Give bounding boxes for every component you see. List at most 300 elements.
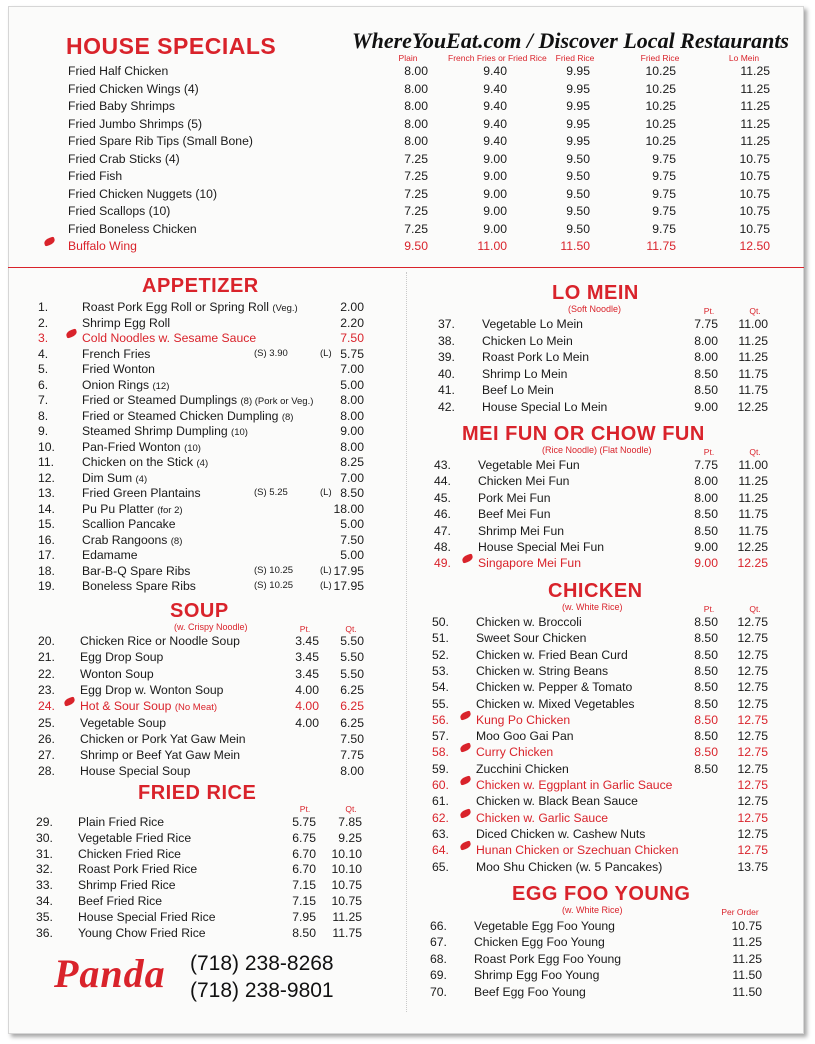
item-price: 8.25 [340,455,364,469]
item-price-pt: 6.70 [292,846,316,861]
item-note: (8) [170,535,183,547]
item-price: 9.75 [652,204,676,218]
item-name-text: Shrimp Fried Rice [78,878,176,893]
item-number: 55. [432,696,449,711]
item-price-qt: 12.75 [737,729,768,744]
item-note: (10) [184,442,201,454]
item-name-text: Shrimp Mei Fun [478,523,565,538]
menu-item [0,186,815,202]
item-price: 8.00 [340,408,364,423]
item-price-qt: 13.75 [737,859,768,874]
item-number: 29. [36,815,53,829]
item-number: 37. [438,317,455,331]
chili-icon [459,841,472,851]
item-note: (10) [231,427,248,438]
item-price-qt: 12.25 [737,399,768,414]
item-price: 9.40 [483,134,507,148]
item-name [476,630,586,646]
item-price: 10.75 [739,221,770,236]
item-name-text: Crab Rangoons [82,532,168,547]
item-price: 12.50 [739,239,770,253]
menu-item [0,399,815,415]
item-name-text: Hunan Chicken or Szechuan Chicken [476,843,679,858]
item-name-text: Pu Pu Platter [82,501,154,516]
item-name-text: Moo Goo Gai Pan [476,729,574,744]
item-name-text: Plain Fried Rice [78,815,165,829]
item-name: Fried Half Chicken [68,64,169,78]
panda-logo: Panda [54,951,166,996]
item-name [482,349,589,365]
item-price: 9.95 [566,64,590,78]
item-number: 9. [38,424,49,438]
item-number: 65. [432,859,449,874]
item-number: 27. [38,748,55,763]
item-name-text: Chicken w. Black Bean Sauce [476,794,638,809]
col-head-lo-mein: Lo Mein [728,53,760,63]
item-price: 17.95 [333,563,364,578]
item-price: 17.95 [333,579,364,593]
menu-item [0,470,815,489]
item-price: 5.75 [340,346,364,361]
item-name: Fried Boneless Chicken [68,221,197,236]
item-number: 41. [438,383,455,397]
item-price-qt: 12.75 [737,745,768,760]
item-name [482,366,567,382]
item-price-qt: 10.75 [331,894,362,908]
mei-fun-title: MEI FUN OR CHOW FUN [462,423,705,445]
chicken-title: CHICKEN [548,580,643,602]
item-price: 18.00 [333,501,364,516]
item-number: 66. [430,919,447,933]
item-name [82,578,196,594]
item-price: 9.50 [566,169,590,183]
item-price-pt: 3.45 [295,650,319,665]
item-name: Fried Scallops (10) [68,204,171,218]
item-price: 8.00 [404,81,428,96]
item-price-pt: 8.50 [694,523,718,538]
item-name-text: Zucchini Chicken [476,761,569,776]
item-price-pt: 8.50 [292,925,316,940]
item-price-pt: 9.00 [694,399,718,414]
item-name: Fried Jumbo Shrimps (5) [68,116,203,131]
item-name [476,663,608,679]
item-price: 7.25 [404,186,428,201]
item-price: 7.25 [404,151,428,166]
item-number: 1. [38,300,49,314]
egg-foo-young-title: EGG FOO YOUNG [512,883,691,905]
item-number: 15. [38,517,55,531]
item-price: 10.25 [645,81,676,96]
item-small-price: (S) 10.25 [254,580,294,591]
menu-item [0,299,406,315]
item-name-text: Chicken w. Mixed Vegetables [476,696,635,711]
menu-item [0,490,815,506]
chili-icon [459,808,472,818]
item-price-qt: 12.75 [737,647,768,662]
item-name-text: House Special Lo Mein [482,399,608,414]
item-price-qt: 6.25 [340,699,364,714]
item-name [476,679,632,695]
menu-item [0,918,815,934]
menu-item [0,810,815,826]
item-name-text: Vegetable Mei Fun [478,458,580,472]
item-name-text: Shrimp or Beef Yat Gaw Mein [80,748,241,763]
item-name-text: Kung Po Chicken [476,712,571,727]
item-name: Shrimp Egg Foo Young [474,968,600,983]
item-name: Fried Chicken Nuggets (10) [68,186,218,201]
chili-icon [459,743,472,753]
item-price: 8.00 [340,393,364,407]
item-number: 57. [432,729,449,744]
item-name [476,793,638,809]
item-price-qt: 6.25 [340,682,364,697]
item-number: 8. [38,408,49,423]
item-number: 56. [432,712,449,727]
item-price-qt: 12.25 [737,540,768,554]
menu-item [0,221,815,237]
item-large-label: (L) [320,580,332,591]
appetizer-title: APPETIZER [142,275,259,297]
item-name-text: Dim Sum [82,470,133,485]
item-price: 9.75 [652,151,676,166]
item-price-qt: 12.75 [737,794,768,809]
item-name-text: Chicken w. Broccoli [476,615,582,629]
item-name-text: Edamame [82,548,138,562]
item-price: 5.00 [340,548,364,562]
item-price-pt: 8.50 [694,729,718,744]
menu-item [0,116,815,132]
item-price-pt: 8.50 [694,745,718,760]
item-price: 10.75 [739,151,770,166]
menu-item [0,316,815,332]
chili-icon [459,710,472,720]
menu-item [0,98,815,114]
item-name [482,316,583,332]
item-price: 11.25 [740,64,770,78]
item-name-text: Chicken Fried Rice [78,846,181,861]
item-price-pt: 8.50 [694,631,718,646]
item-number: 5. [38,362,49,376]
item-large-label: (L) [320,564,332,576]
item-price-qt: 11.25 [738,490,768,505]
menu-item [0,793,815,809]
item-name [478,473,569,489]
menu-item [0,934,815,950]
menu-item [0,238,815,254]
item-name-text: Chicken w. Eggplant in Garlic Sauce [476,778,673,792]
item-name-text: Chicken Lo Mein [482,333,573,348]
item-price: 11.25 [740,134,770,148]
item-price-qt: 8.00 [340,764,364,779]
item-number: 43. [434,458,451,472]
item-price: 11.50 [560,239,590,253]
item-price: 8.00 [404,99,428,113]
item-price-pt: 7.15 [292,878,316,893]
item-price-qt: 11.75 [332,925,362,940]
menu-item [0,826,815,842]
item-price: 11.50 [732,984,762,999]
item-note: (4) [135,473,148,485]
item-name-text: Roast Pork Fried Rice [78,862,198,877]
item-name-text: Boneless Spare Ribs [82,579,196,593]
item-name-text: Cold Noodles w. Sesame Sauce [82,331,257,345]
item-name [478,490,550,506]
item-number: 53. [432,663,449,678]
fried-rice-col-qt: Qt. [345,804,357,814]
item-name-text: Beef Lo Mein [482,383,554,397]
soup-subtitle: (w. Crispy Noodle) [174,622,248,632]
item-number: 52. [432,647,449,662]
item-name-text: Fried Wonton [82,362,155,376]
item-price-qt: 12.75 [737,631,768,646]
menu-item [0,423,406,439]
item-number: 51. [432,631,449,646]
item-price: 9.00 [340,424,364,438]
item-price-pt: 8.50 [694,366,718,381]
item-price-qt: 11.25 [738,350,768,364]
menu-item [0,346,815,365]
item-price-pt: 4.00 [295,699,319,714]
item-price-pt: 8.00 [694,350,718,364]
item-price: 2.00 [340,300,364,314]
col-head-plain: Plain [398,53,418,63]
item-price: 9.75 [652,169,676,183]
item-price: 9.00 [483,204,507,218]
item-name-text: House Special Soup [80,764,191,779]
item-price-qt: 11.25 [738,333,768,348]
item-name-text: Chicken w. Fried Bean Curd [476,647,628,662]
item-price: 9.40 [483,116,507,131]
item-price: 8.00 [404,64,428,78]
item-number: 61. [432,794,449,809]
item-name-text: Fried or Steamed Dumplings [82,393,238,407]
item-name-text: Chicken w. Pepper & Tomato [476,680,633,695]
item-price-qt: 11.75 [738,507,768,522]
phone-2: (718) 238-9801 [190,979,334,1002]
item-price-qt: 7.85 [338,815,362,829]
item-price-qt: 6.25 [340,715,364,730]
item-price: 9.95 [566,134,590,148]
item-price: 9.95 [566,81,590,96]
item-note: (No Meat) [174,702,218,714]
item-price-pt: 8.50 [694,696,718,711]
soup-title: SOUP [170,600,229,622]
item-price: 10.25 [645,134,676,148]
item-number: 12. [38,470,55,485]
item-number: 14. [38,501,55,516]
item-number: 48. [434,540,451,554]
item-price-pt: 5.75 [292,815,316,829]
item-price: 9.95 [566,116,590,131]
item-name-text: Roast Pork Egg Roll or Spring Roll [82,300,269,314]
menu-item [0,859,815,875]
item-name-text: Sweet Sour Chicken [476,631,587,646]
item-price: 10.75 [739,186,770,201]
mei-fun-col-pt: Pt. [703,447,715,457]
item-price: 10.75 [739,204,770,218]
item-name-text: Beef Fried Rice [78,894,162,908]
item-name-text: French Fries [82,346,151,361]
item-number: 59. [432,761,449,776]
fried-rice-col-pt: Pt. [299,804,311,814]
chicken-col-pt: Pt. [703,604,715,614]
item-name-text: Egg Drop Soup [80,650,164,665]
item-price: 9.00 [483,169,507,183]
item-number: 24. [38,699,55,714]
item-price-pt: 3.45 [295,634,319,648]
item-name-text: Chicken Mei Fun [478,474,570,489]
item-name [482,333,573,349]
item-name: Fried Fish [68,169,123,183]
item-price: 10.25 [645,64,676,78]
watermark: WhereYouEat.com / Discover Local Restaurants [352,28,789,53]
item-price: 11.25 [732,951,762,966]
item-name-text: Moo Shu Chicken (w. 5 Pancakes) [476,859,663,874]
item-price-qt: 5.50 [340,634,364,648]
item-name: Fried Crab Sticks (4) [68,151,180,166]
item-number: 22. [38,666,55,681]
item-number: 44. [434,474,451,489]
item-price-pt: 8.00 [694,333,718,348]
item-name [478,523,564,539]
item-price-qt: 12.25 [737,556,768,571]
menu-item [0,614,815,630]
item-price-pt: 4.00 [295,715,319,730]
item-number: 13. [38,486,55,500]
item-note: (12) [152,380,170,392]
item-price-pt: 9.00 [694,556,718,571]
item-number: 10. [38,439,55,454]
house-specials-title: HOUSE SPECIALS [66,33,277,59]
item-price: 9.40 [483,81,507,96]
item-price-pt: 8.50 [694,680,718,695]
item-name [78,877,176,893]
item-price: 5.00 [340,377,364,392]
item-name [482,399,607,415]
menu-item [0,539,815,555]
item-price: 7.25 [404,169,428,183]
item-name [478,457,580,473]
item-name [476,842,679,858]
item-name-text: Vegetable Lo Mein [482,317,583,331]
item-price-pt: 6.75 [292,830,316,845]
item-name-text: Chicken w. String Beans [476,663,609,678]
menu-item [0,151,815,167]
item-price-qt: 7.50 [340,731,364,746]
item-price-pt: 8.00 [694,474,718,489]
item-name-text: Egg Drop w. Wonton Soup [80,682,224,697]
item-number: 17. [38,548,55,562]
item-price: 11.00 [477,239,507,253]
item-price-qt: 10.10 [331,862,362,877]
item-price-pt: 7.95 [292,909,316,924]
item-number: 25. [38,715,55,730]
item-price-qt: 5.50 [340,650,364,665]
menu-item [0,679,815,695]
item-price: 11.50 [732,968,762,983]
item-price-qt: 12.75 [737,761,768,776]
item-number: 49. [434,556,451,571]
item-name-text: Fried Green Plantains [82,486,201,500]
item-price-pt: 8.50 [694,507,718,522]
item-number: 63. [432,826,449,841]
item-number: 26. [38,731,55,746]
item-number: 11. [38,455,55,469]
item-price: 7.25 [404,221,428,236]
item-name-text: Fried or Steamed Chicken Dumpling [82,408,279,423]
item-name-text: Steamed Shrimp Dumpling [82,424,228,438]
item-name-text: House Special Fried Rice [78,909,216,924]
menu-item [0,877,406,893]
menu-item [0,168,815,184]
menu-item [0,630,815,646]
item-number: 34. [36,894,53,908]
item-name-text: Curry Chicken [476,745,554,760]
item-name-text: Wonton Soup [80,666,154,681]
item-number: 54. [432,680,449,695]
menu-item [0,761,815,777]
item-price: 11.25 [740,116,770,131]
item-price-pt: 7.75 [694,317,718,331]
item-price: 9.75 [652,186,676,201]
item-name: Roast Pork Egg Foo Young [474,951,622,966]
lo-mein-title: LO MEIN [552,282,639,304]
item-price-pt: 6.70 [292,862,316,877]
menu-item [0,744,815,763]
menu-item [0,842,815,858]
col-head-fried-rice-2: Fried Rice [640,53,680,63]
item-price: 7.25 [404,204,428,218]
item-price: 8.00 [340,439,364,454]
item-number: 31. [36,846,53,861]
item-name-text: Bar-B-Q Spare Ribs [82,563,191,578]
item-price-qt: 12.75 [737,712,768,727]
item-number: 35. [36,909,53,924]
item-number: 40. [438,366,455,381]
item-price-qt: 12.75 [737,810,768,825]
item-price: 7.50 [340,331,364,345]
item-number: 28. [38,764,55,779]
chicken-subtitle: (w. White Rice) [562,602,623,612]
item-price-qt: 10.75 [331,878,362,893]
item-number: 4. [38,346,49,361]
item-price: 10.75 [739,169,770,183]
chili-icon [43,236,56,246]
item-name-text: Shrimp Egg Roll [82,315,171,330]
item-price: 9.50 [404,239,428,253]
item-name-text: Hot & Sour Soup [80,699,172,714]
item-number: 19. [38,579,55,593]
item-price: 7.00 [340,362,364,376]
item-name [482,382,554,398]
item-name [478,555,581,571]
item-price: 10.25 [645,99,676,113]
item-number: 64. [432,843,449,858]
item-name-text: House Special Mei Fun [478,540,604,554]
item-price: 9.50 [566,186,590,201]
item-price: 9.75 [652,221,676,236]
item-name [476,712,570,728]
item-price-qt: 12.75 [737,696,768,711]
chicken-col-qt: Qt. [749,604,761,614]
item-price-pt: 8.00 [694,490,718,505]
item-number: 2. [38,315,49,330]
item-price: 5.00 [340,517,364,531]
item-name-text: Beef Mei Fun [478,507,551,522]
item-name-text: Vegetable Fried Rice [78,830,192,845]
item-number: 39. [438,350,455,364]
item-price-qt: 12.75 [737,663,768,678]
